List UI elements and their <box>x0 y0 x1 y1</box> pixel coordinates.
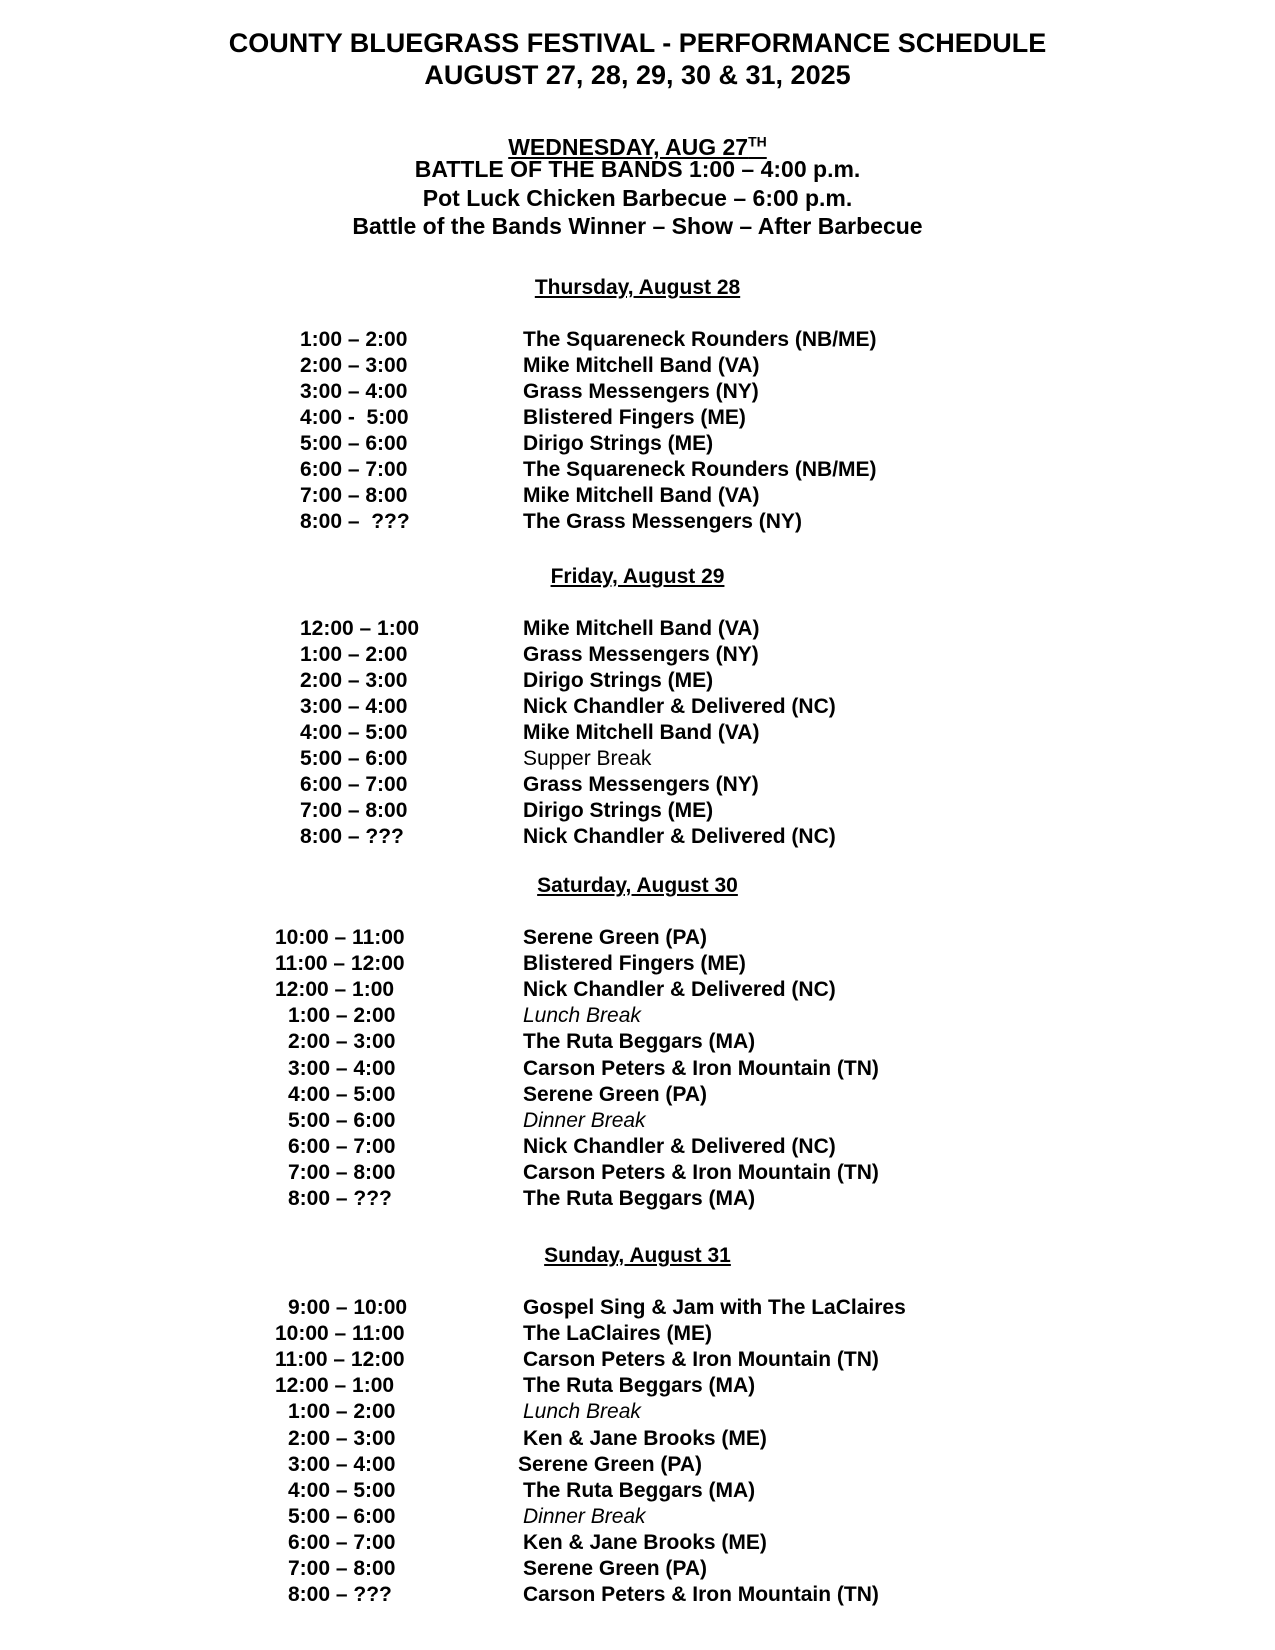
schedule-row <box>0 457 1275 483</box>
schedule-row <box>0 405 1275 431</box>
time-slot: 2:00 – 3:00 <box>300 669 408 692</box>
schedule-row <box>0 1003 1275 1029</box>
schedule-row <box>0 379 1275 405</box>
performer-name: Carson Peters & Iron Mountain (TN) <box>523 1160 879 1184</box>
time-slot: 11:00 – 12:00 <box>275 1348 405 1372</box>
performer-name: Carson Peters & Iron Mountain (TN) <box>523 1583 879 1607</box>
day-heading: Thursday, August 28 <box>534 276 741 299</box>
wednesday-line-winner-show: Battle of the Bands Winner – Show – After Barbecue <box>352 213 923 239</box>
time-slot: 4:00 – 5:00 <box>288 1478 396 1502</box>
performer-name: Blistered Fingers (ME) <box>523 952 746 976</box>
schedule-row <box>0 1478 1275 1504</box>
performer-name: The Ruta Beggars (MA) <box>523 1030 756 1054</box>
performer-name: Mike Mitchell Band (VA) <box>523 617 760 640</box>
schedule-row <box>0 483 1275 509</box>
time-slot: 7:00 – 8:00 <box>288 1160 396 1184</box>
performer-name: Mike Mitchell Band (VA) <box>523 354 760 377</box>
day-heading: Sunday, August 31 <box>544 1244 731 1267</box>
performer-name: Serene Green (PA) <box>518 1452 703 1476</box>
time-slot: 1:00 – 2:00 <box>300 643 408 666</box>
time-slot: 6:00 – 7:00 <box>288 1530 396 1554</box>
schedule-row <box>0 1373 1275 1399</box>
performer-name: Grass Messengers (NY) <box>523 380 759 403</box>
performer-name: Serene Green (PA) <box>523 926 708 949</box>
performer-name: Gospel Sing & Jam with The LaClaires <box>523 1296 906 1319</box>
schedule-row <box>0 977 1275 1003</box>
time-slot: 12:00 – 1:00 <box>275 978 395 1002</box>
time-slot: 3:00 – 4:00 <box>300 380 408 403</box>
time-slot: 6:00 – 7:00 <box>300 773 408 796</box>
time-slot: 1:00 – 2:00 <box>288 1004 396 1028</box>
time-slot: 5:00 – 6:00 <box>300 747 408 770</box>
performer-name: Serene Green (PA) <box>523 1082 708 1106</box>
performer-name: The LaClaires (ME) <box>523 1322 713 1346</box>
schedule-row <box>0 1399 1275 1425</box>
time-slot: 7:00 – 8:00 <box>300 799 408 822</box>
performer-name: The Ruta Beggars (MA) <box>523 1478 756 1502</box>
time-slot: 2:00 – 3:00 <box>288 1426 396 1450</box>
time-slot: 8:00 – ??? <box>288 1583 392 1607</box>
break-label: Lunch Break <box>523 1004 641 1028</box>
time-slot: 10:00 – 11:00 <box>275 1322 405 1346</box>
time-slot: 4:00 – 5:00 <box>300 721 408 744</box>
performer-name: Dirigo Strings (ME) <box>523 799 714 822</box>
time-slot: 7:00 – 8:00 <box>300 484 408 507</box>
time-slot: 6:00 – 7:00 <box>300 458 408 481</box>
schedule-row <box>0 1321 1275 1347</box>
schedule-row <box>0 746 1275 772</box>
time-slot: 4:00 – 5:00 <box>288 1082 396 1106</box>
performer-name: Nick Chandler & Delivered (NC) <box>523 695 836 718</box>
performer-name: The Squareneck Rounders (NB/ME) <box>523 328 877 351</box>
performer-name: Ken & Jane Brooks (ME) <box>523 1426 767 1450</box>
schedule-row <box>0 1108 1275 1134</box>
day-heading: Saturday, August 30 <box>537 874 738 897</box>
performer-name: Dirigo Strings (ME) <box>523 432 714 455</box>
time-slot: 5:00 – 6:00 <box>288 1504 396 1528</box>
schedule-row <box>0 327 1275 353</box>
time-slot: 9:00 – 10:00 <box>288 1296 408 1319</box>
time-slot: 8:00 – ??? <box>300 510 410 533</box>
performer-name: Nick Chandler & Delivered (NC) <box>523 825 836 848</box>
performer-name: Grass Messengers (NY) <box>523 643 759 666</box>
time-slot: 3:00 – 4:00 <box>288 1452 396 1476</box>
wednesday-heading-text: WEDNESDAY, AUG 27 <box>508 133 749 160</box>
time-slot: 2:00 – 3:00 <box>288 1030 396 1054</box>
time-slot: 8:00 – ??? <box>300 825 404 848</box>
schedule-row <box>0 925 1275 951</box>
schedule-row <box>0 642 1275 668</box>
performer-name: Carson Peters & Iron Mountain (TN) <box>523 1056 879 1080</box>
time-slot: 12:00 – 1:00 <box>275 1374 395 1398</box>
schedule-row <box>0 353 1275 379</box>
time-slot: 1:00 – 2:00 <box>288 1400 396 1424</box>
performer-name: Carson Peters & Iron Mountain (TN) <box>523 1348 879 1372</box>
schedule-row <box>0 1160 1275 1186</box>
performer-name: The Ruta Beggars (MA) <box>523 1187 756 1210</box>
schedule-row <box>0 798 1275 824</box>
performer-name: Nick Chandler & Delivered (NC) <box>523 1134 836 1158</box>
performer-name: The Ruta Beggars (MA) <box>523 1374 756 1398</box>
wednesday-line-battle: BATTLE OF THE BANDS 1:00 – 4:00 p.m. <box>414 156 861 182</box>
time-slot: 2:00 – 3:00 <box>300 354 408 377</box>
time-slot: 8:00 – ??? <box>288 1187 392 1210</box>
schedule-row <box>0 509 1275 535</box>
break-label: Supper Break <box>523 747 652 770</box>
performer-name: Dirigo Strings (ME) <box>523 669 714 692</box>
time-slot: 12:00 – 1:00 <box>300 617 420 640</box>
day-heading: Friday, August 29 <box>550 565 725 588</box>
schedule-row <box>0 1582 1275 1608</box>
time-slot: 3:00 – 4:00 <box>300 695 408 718</box>
schedule-row <box>0 1029 1275 1055</box>
schedule-row <box>0 824 1275 850</box>
time-slot: 3:00 – 4:00 <box>288 1056 396 1080</box>
break-label: Dinner Break <box>523 1108 646 1132</box>
time-slot: 5:00 – 6:00 <box>300 432 408 455</box>
wednesday-line-barbecue: Pot Luck Chicken Barbecue – 6:00 p.m. <box>422 185 853 211</box>
time-slot: 10:00 – 11:00 <box>275 926 405 949</box>
schedule-row <box>0 1504 1275 1530</box>
time-slot: 11:00 – 12:00 <box>275 952 405 976</box>
break-label: Lunch Break <box>523 1400 641 1424</box>
schedule-row <box>0 1426 1275 1452</box>
performer-name: The Squareneck Rounders (NB/ME) <box>523 458 877 481</box>
schedule-row <box>0 720 1275 746</box>
time-slot: 4:00 - 5:00 <box>300 406 409 429</box>
schedule-row <box>0 1347 1275 1373</box>
schedule-row <box>0 951 1275 977</box>
document-title: COUNTY BLUEGRASS FESTIVAL - PERFORMANCE SCHEDULE <box>228 28 1047 58</box>
time-slot: 1:00 – 2:00 <box>300 328 408 351</box>
schedule-row <box>0 431 1275 457</box>
schedule-row <box>0 1134 1275 1160</box>
schedule-row <box>0 616 1275 642</box>
schedule-row <box>0 1056 1275 1082</box>
schedule-row <box>0 772 1275 798</box>
time-slot: 7:00 – 8:00 <box>288 1557 396 1580</box>
schedule-row <box>0 694 1275 720</box>
performer-name: Mike Mitchell Band (VA) <box>523 484 760 507</box>
schedule-row <box>0 1295 1275 1321</box>
schedule-row <box>0 1530 1275 1556</box>
schedule-row <box>0 1186 1275 1212</box>
schedule-row <box>0 1556 1275 1582</box>
schedule-row <box>0 1452 1275 1478</box>
performer-name: Serene Green (PA) <box>523 1557 708 1580</box>
wednesday-heading-sup: TH <box>748 133 767 149</box>
time-slot: 6:00 – 7:00 <box>288 1134 396 1158</box>
schedule-row <box>0 1082 1275 1108</box>
performer-name: Ken & Jane Brooks (ME) <box>523 1530 767 1554</box>
performer-name: Nick Chandler & Delivered (NC) <box>523 978 836 1002</box>
document-dates: AUGUST 27, 28, 29, 30 & 31, 2025 <box>424 60 851 90</box>
schedule-row <box>0 668 1275 694</box>
time-slot: 5:00 – 6:00 <box>288 1108 396 1132</box>
performer-name: Mike Mitchell Band (VA) <box>523 721 760 744</box>
performer-name: The Grass Messengers (NY) <box>523 510 802 533</box>
performer-name: Blistered Fingers (ME) <box>523 406 746 429</box>
break-label: Dinner Break <box>523 1504 646 1528</box>
performer-name: Grass Messengers (NY) <box>523 773 759 796</box>
